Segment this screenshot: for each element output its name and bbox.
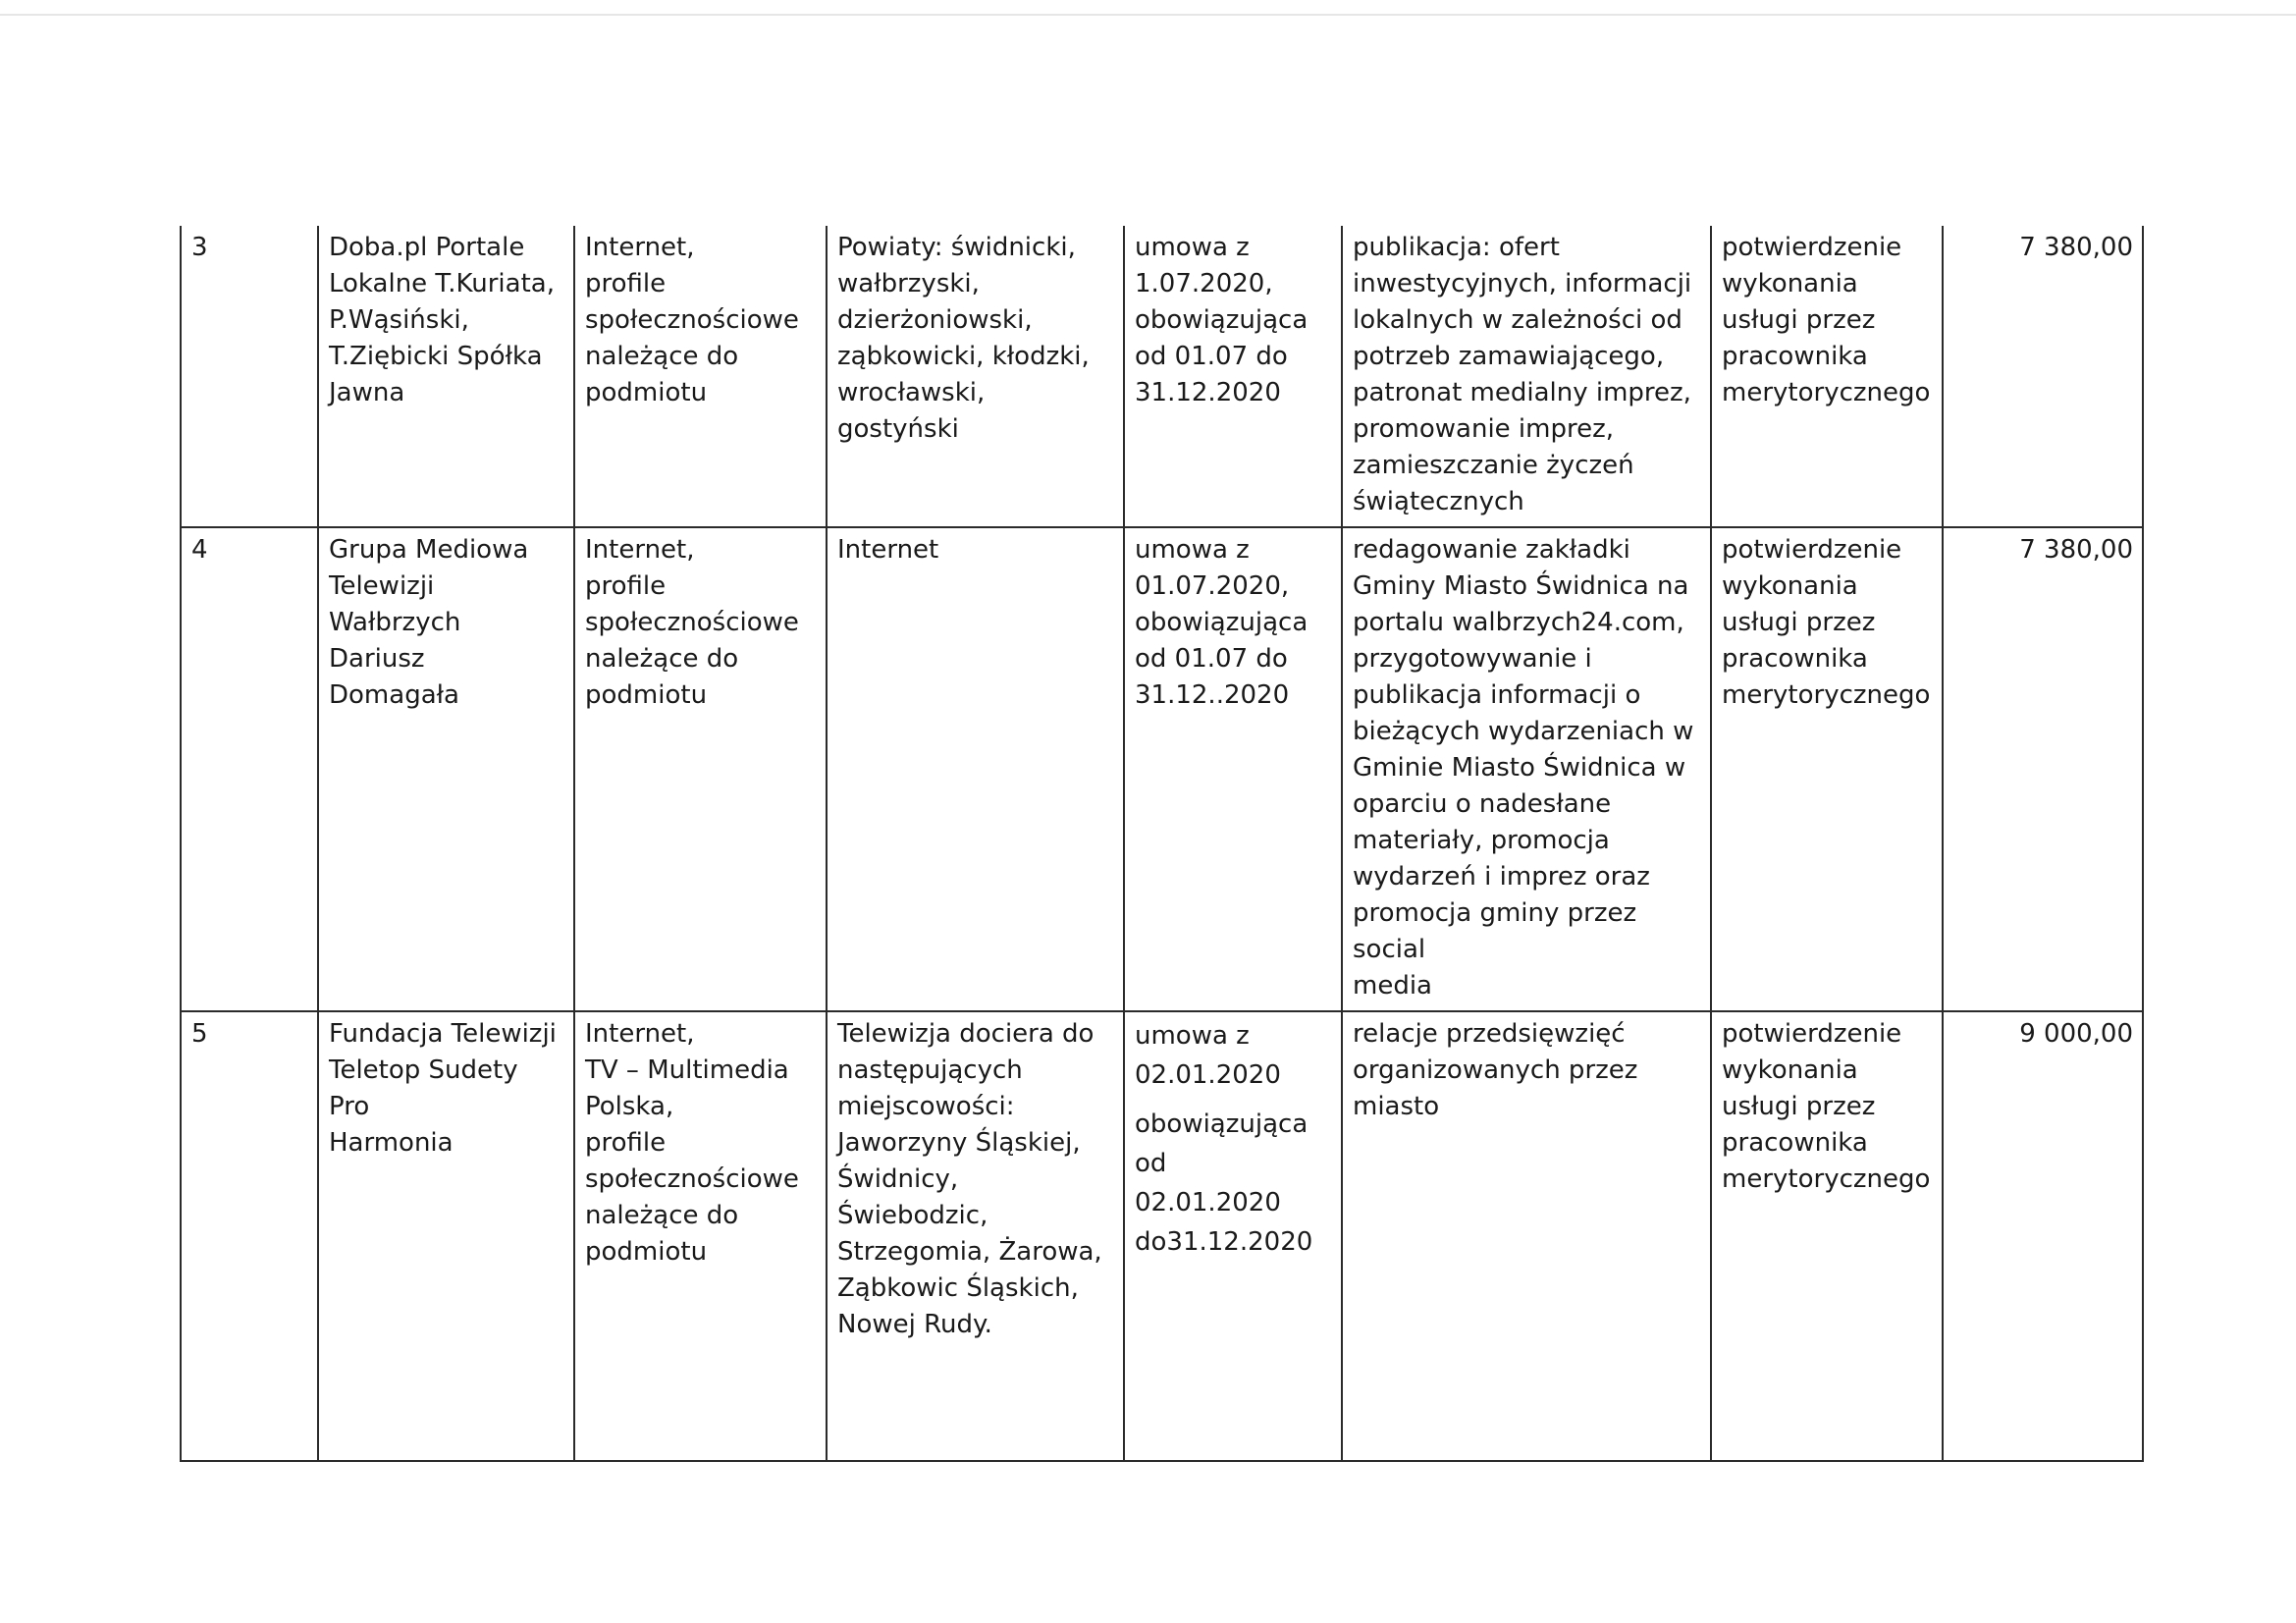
medium-cell: Internet, TV – Multimedia Polska, profile społecznościowe należące do podmiotu xyxy=(574,1011,827,1461)
contractor-cell: Fundacja Telewizji Teletop Sudety Pro Harmonia xyxy=(318,1011,574,1461)
area-cell: Powiaty: świdnicki, wałbrzyski, dzierżoniowski, ząbkowicki, kłodzki, wrocławski, gostyński xyxy=(827,226,1124,527)
amount-cell: 9 000,00 xyxy=(1943,1011,2143,1461)
medium-cell: Internet, profile społecznościowe należące do podmiotu xyxy=(574,527,827,1011)
verification-cell: potwierdzenie wykonania usługi przez pracownika merytorycznego xyxy=(1711,1011,1943,1461)
table-row xyxy=(181,226,2143,527)
row-number: 4 xyxy=(181,527,318,1011)
media-contracts-table xyxy=(180,226,2144,1462)
table-row xyxy=(181,1011,2143,1461)
agreement-cell: umowa z 01.07.2020, obowiązująca od 01.07 do 31.12..2020 xyxy=(1124,527,1342,1011)
agreement-date: umowa z 02.01.2020 xyxy=(1135,1021,1281,1090)
row-number: 3 xyxy=(181,226,318,527)
contractor-cell: Grupa Mediowa Telewizji Wałbrzych Dariusz Domagała xyxy=(318,527,574,1011)
area-cell: Telewizja dociera do następujących miejscowości: Jaworzyny Śląskiej, Świdnicy, Świebodzic, Strzegomia, Żarowa, Ząbkowic Śląskich, Nowej Rudy. xyxy=(827,1011,1124,1461)
scan-edge-line xyxy=(0,14,2296,16)
verification-cell: potwierdzenie wykonania usługi przez pracownika merytorycznego xyxy=(1711,527,1943,1011)
verification-cell: potwierdzenie wykonania usługi przez pracownika merytorycznego xyxy=(1711,226,1943,527)
medium-cell: Internet, profile społecznościowe należące do podmiotu xyxy=(574,226,827,527)
row-number: 5 xyxy=(181,1011,318,1461)
agreement-cell: umowa z 1.07.2020, obowiązująca od 01.07 do 31.12.2020 xyxy=(1124,226,1342,527)
area-cell: Internet xyxy=(827,527,1124,1011)
scope-cell: redagowanie zakładki Gminy Miasto Świdnica na portalu walbrzych24.com, przygotowywanie i publikacja informacji o bieżących wydarzeniach w Gminie Miasto Świdnica w oparciu o nadesłane materiały, promocja wydarzeń i imprez oraz promocja gminy przez social media xyxy=(1342,527,1711,1011)
agreement-validity: obowiązująca od 02.01.2020 do31.12.2020 xyxy=(1135,1109,1313,1257)
table-row xyxy=(181,527,2143,1011)
amount-cell: 7 380,00 xyxy=(1943,527,2143,1011)
amount-cell: 7 380,00 xyxy=(1943,226,2143,527)
agreement-cell xyxy=(1124,1011,1342,1461)
contractor-cell: Doba.pl Portale Lokalne T.Kuriata, P.Wąsiński, T.Ziębicki Spółka Jawna xyxy=(318,226,574,527)
scope-cell: relacje przedsięwzięć organizowanych przez miasto xyxy=(1342,1011,1711,1461)
scope-cell: publikacja: ofert inwestycyjnych, informacji lokalnych w zależności od potrzeb zamawiającego, patronat medialny imprez, promowanie imprez, zamieszczanie życzeń świątecznych xyxy=(1342,226,1711,527)
